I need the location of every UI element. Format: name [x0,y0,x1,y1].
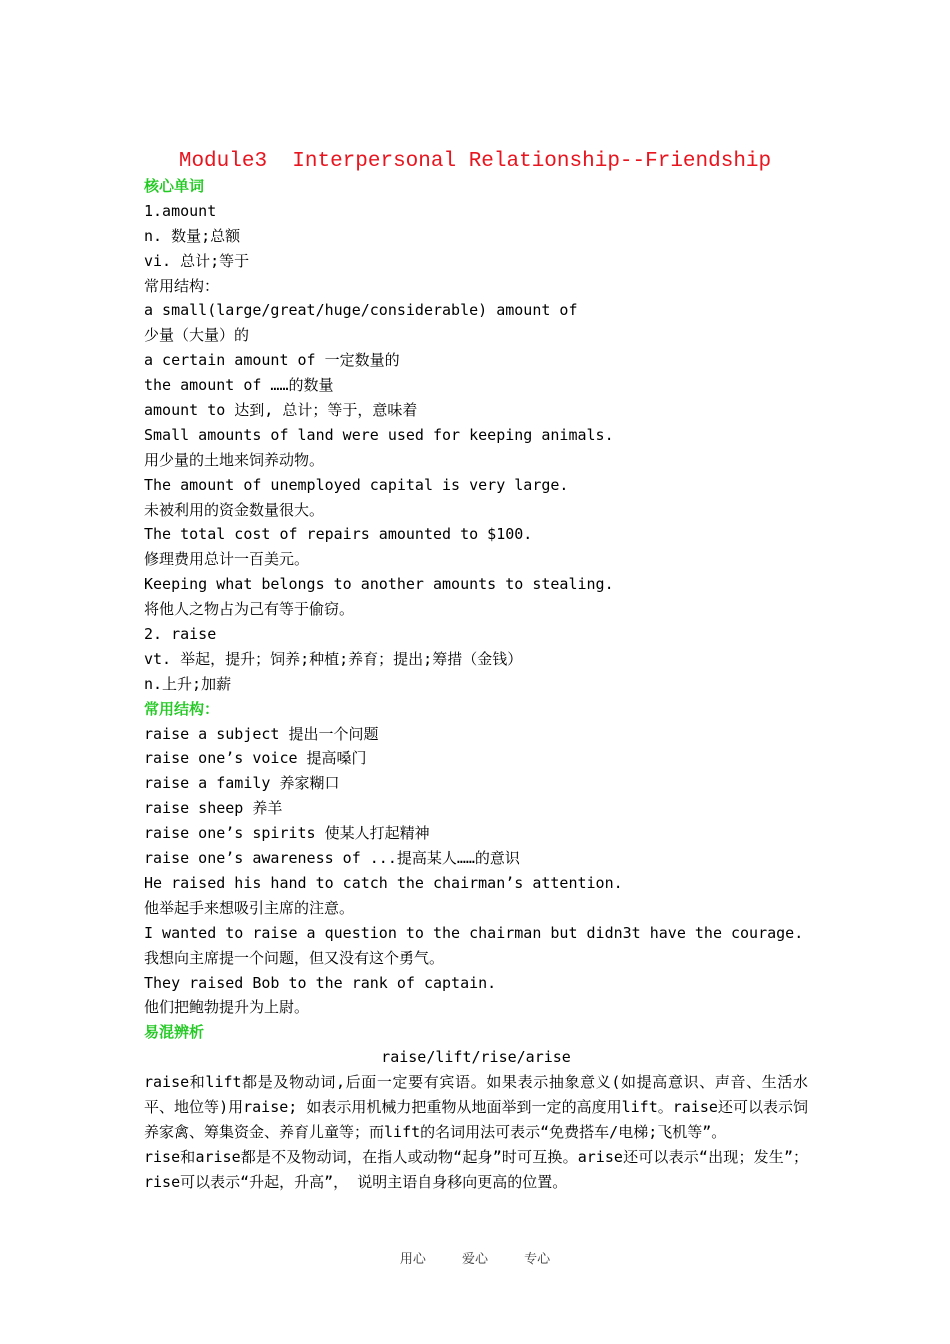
text-line: 1.amount [144,201,217,220]
document-body [144,174,808,1195]
text-line: raise a family 养家糊口 [144,774,340,793]
text-line: 少量（大量）的 [144,326,250,345]
section-heading: 常用结构： [144,699,220,718]
text-line: raise sheep 养羊 [144,799,283,818]
page-footer [0,1248,950,1267]
text-line: amount to 达到, 总计；等于，意味着 [144,401,418,420]
paragraph: raise和lift都是及物动词,后面一定要有宾语。如果表示抽象意义(如提高意识、声音、生活水平、地位等)用raise; 如表示用机械力把重物从地面举到一定的高度用lift。raise还可以表示饲养家禽、筹集资金、养育儿童等；而lift的名词用法可表示“免费搭车/电梯;飞机等”。 [144,1073,808,1142]
text-line: 2. raise [144,625,217,644]
text-line: a certain amount of 一定数量的 [144,351,400,370]
paragraph-list [144,1070,808,1195]
page-title: Module3 Interpersonal Relationship--Friendship [178,150,772,173]
footer-word: 爱心 [461,1252,488,1267]
text-line: raise/lift/rise/arise [381,1048,571,1067]
line-list [144,174,808,1070]
text-line: I wanted to raise a question to the chairman but didn3t have the courage. [144,923,804,942]
text-line: Small amounts of land were used for keeping animals. [144,425,614,444]
text-line: The total cost of repairs amounted to $100. [144,525,533,544]
text-line: vi. 总计;等于 [144,251,250,270]
text-line: a small(large/great/huge/considerable) amount of [144,301,578,320]
text-line: the amount of ……的数量 [144,376,334,395]
text-line: n.上升;加薪 [144,674,232,693]
text-line: 修理费用总计一百美元。 [144,550,310,569]
text-line: 他们把鲍勃提升为上尉。 [144,998,310,1017]
footer-word: 专心 [524,1252,551,1267]
text-line: raise one’s spirits 使某人打起精神 [144,824,430,843]
text-line: raise a subject 提出一个问题 [144,724,379,743]
footer-word: 用心 [399,1252,426,1267]
text-line: 用少量的土地来饲养动物。 [144,450,325,469]
paragraph: rise和arise都是不及物动词，在指人或动物“起身”时可互换。arise还可以表示“出现；发生”；rise可以表示“升起，升高”， 说明主语自身移向更高的位置。 [144,1148,808,1192]
text-line: 常用结构： [144,276,220,295]
text-line: raise one’s voice 提高嗓门 [144,749,367,768]
text-line: 将他人之物占为己有等于偷窃。 [144,600,355,619]
text-line: He raised his hand to catch the chairman’s attention. [144,873,623,892]
section-heading: 核心单词 [144,177,205,195]
text-line: vt. 举起，提升；饲养;种植;养育；提出;筹措（金钱） [144,649,523,668]
text-line: 我想向主席提一个问题，但又没有这个勇气。 [144,948,445,967]
text-line: 他举起手来想吸引主席的注意。 [144,898,355,917]
text-line: 未被利用的资金数量很大。 [144,500,325,519]
section-heading: 易混辨析 [144,1023,205,1042]
text-line: The amount of unemployed capital is very large. [144,475,569,494]
text-line: Keeping what belongs to another amounts to stealing. [144,575,614,594]
text-line: raise one’s awareness of ...提高某人……的意识 [144,849,520,868]
text-line: They raised Bob to the rank of captain. [144,973,497,992]
text-line: n. 数量;总额 [144,226,241,245]
